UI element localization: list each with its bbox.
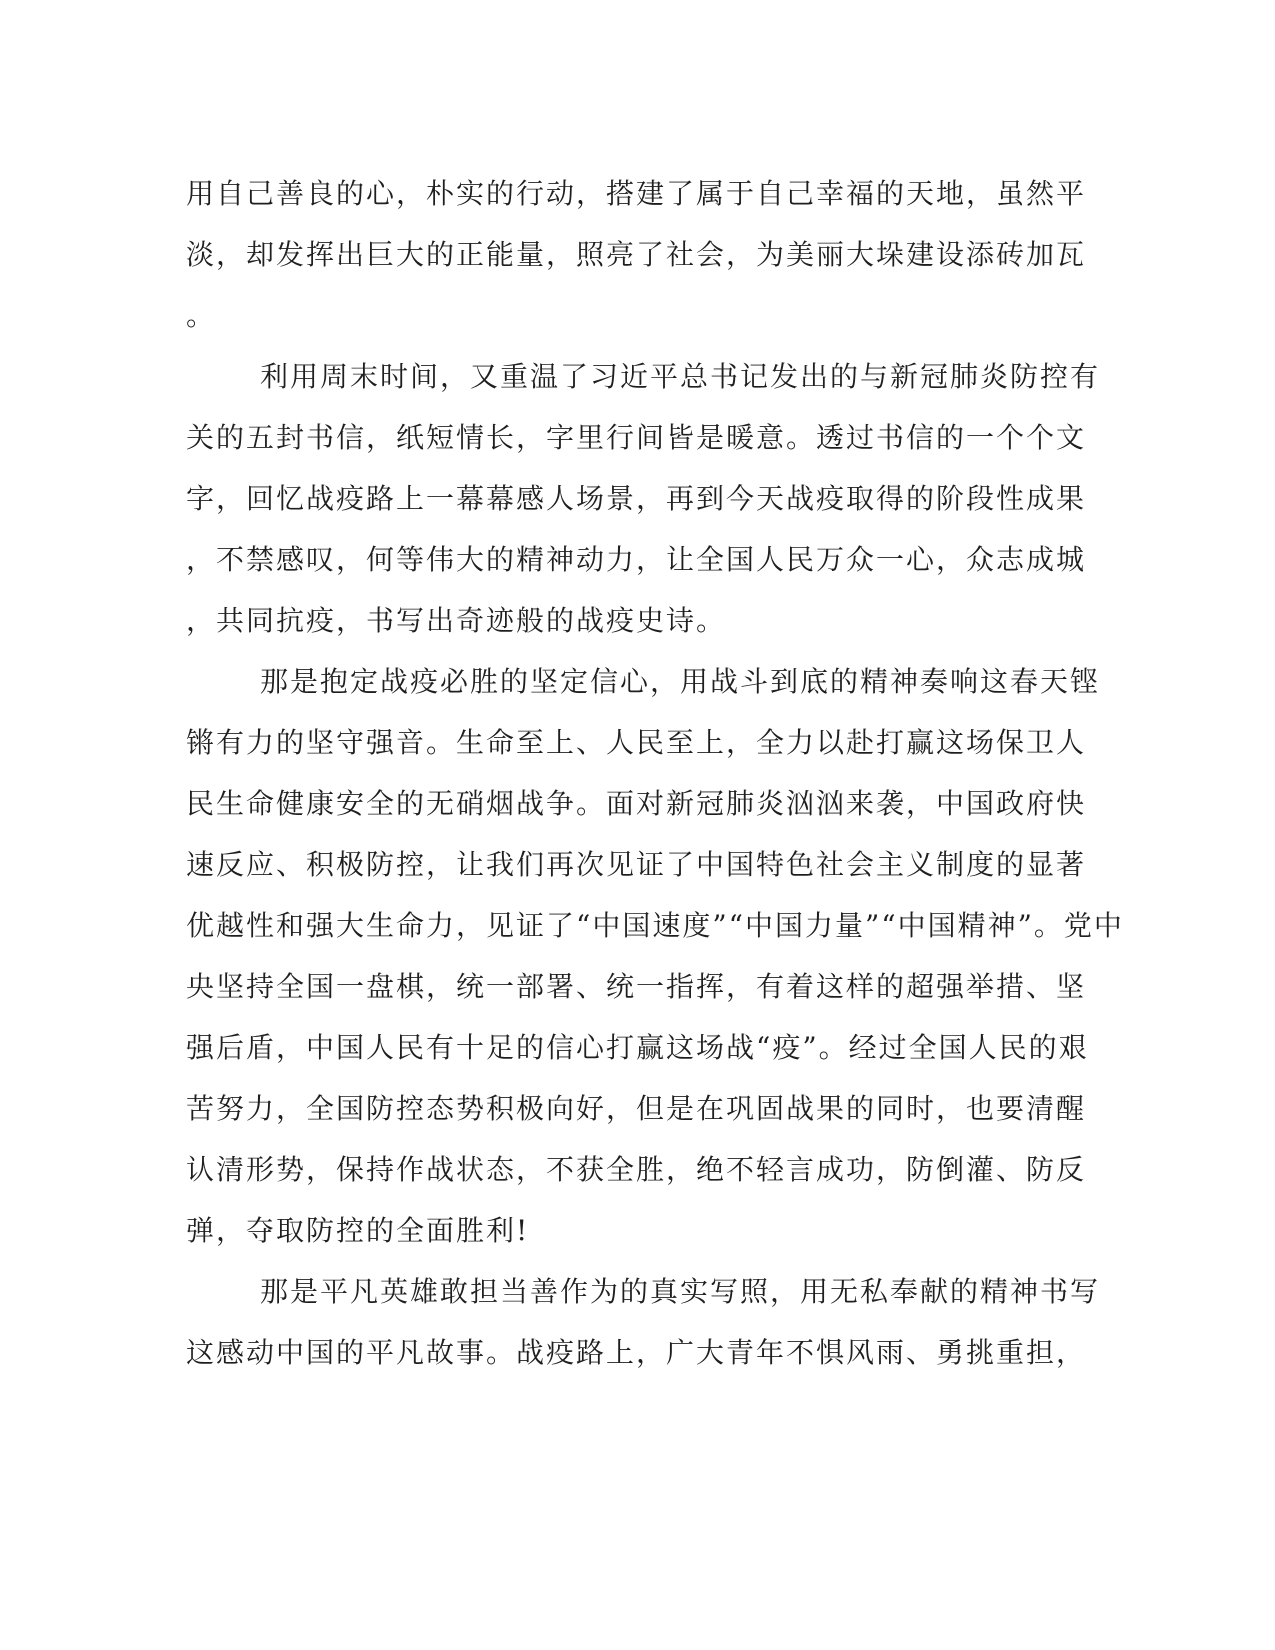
text-line: ，共同抗疫，书写出奇迹般的战疫史诗。 (186, 604, 727, 637)
text-line: 弹，夺取防控的全面胜利! (186, 1214, 530, 1247)
text-line: 那是平凡英雄敢担当善作为的真实写照，用无私奉献的精神书写 (260, 1275, 1101, 1308)
text-line: 利用周末时间，又重温了习近平总书记发出的与新冠肺炎防控有 (260, 360, 1101, 393)
text-line: 速反应、积极防控，让我们再次见证了中国特色社会主义制度的显著 (186, 848, 1087, 881)
text-line: ，不禁感叹，何等伟大的精神动力，让全国人民万众一心，众志成城 (186, 543, 1087, 576)
text-line: 强后盾，中国人民有十足的信心打赢这场战“疫”。经过全国人民的艰 (186, 1031, 1089, 1064)
text-line: 关的五封书信，纸短情长，字里行间皆是暖意。透过书信的一个个文 (186, 421, 1087, 454)
text-line: 淡，却发挥出巨大的正能量，照亮了社会，为美丽大垛建设添砖加瓦 (186, 238, 1087, 271)
text-line: 认清形势，保持作战状态，不获全胜，绝不轻言成功，防倒灌、防反 (186, 1153, 1087, 1186)
text-line: 用自己善良的心，朴实的行动，搭建了属于自己幸福的天地，虽然平 (186, 177, 1087, 210)
document-body (186, 163, 1124, 1383)
text-line: 苦努力，全国防控态势积极向好，但是在巩固战果的同时，也要清醒 (186, 1092, 1087, 1125)
text-line: 锵有力的坚守强音。生命至上、人民至上，全力以赴打赢这场保卫人 (186, 726, 1087, 759)
text-line: 字，回忆战疫路上一幕幕感人场景，再到今天战疫取得的阶段性成果 (186, 482, 1087, 515)
text-line: 民生命健康安全的无硝烟战争。面对新冠肺炎汹汹来袭，中国政府快 (186, 787, 1087, 820)
text-line: 。 (186, 299, 217, 332)
text-line: 优越性和强大生命力，见证了“中国速度”“中国力量”“中国精神”。党中 (186, 909, 1124, 942)
text-line: 央坚持全国一盘棋，统一部署、统一指挥，有着这样的超强举措、坚 (186, 970, 1087, 1003)
text-line: 这感动中国的平凡故事。战疫路上，广大青年不惧风雨、勇挑重担， (186, 1336, 1087, 1369)
text-line: 那是抱定战疫必胜的坚定信心，用战斗到底的精神奏响这春天铿 (260, 665, 1101, 698)
